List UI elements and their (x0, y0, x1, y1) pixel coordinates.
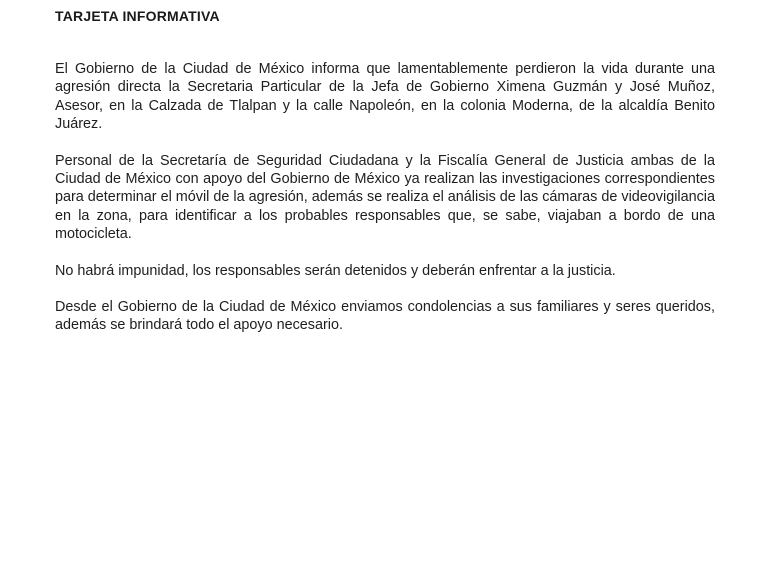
document-body (55, 60, 715, 353)
paragraph-no-impunity: No habrá impunidad, los responsables serán detenidos y deberán enfrentar a la justicia. (55, 262, 616, 279)
paragraph-condolences: Desde el Gobierno de la Ciudad de México enviamos condolencias a sus familiares y seres queridos, además se brindará todo el apoyo necesario. (55, 299, 715, 334)
paragraph-announcement: El Gobierno de la Ciudad de México informa que lamentablemente perdieron la vida durante una agresión directa la Secretaria Particular de la Jefa de Gobierno Ximena Guzmán y José Muñoz, Asesor, en la Calzada de Tlalpan y la calle Napoleón, en la colonia Moderna, de la alcaldía Benito Juárez. (55, 61, 715, 133)
paragraph-investigation: Personal de la Secretaría de Seguridad Ciudadana y la Fiscalía General de Justicia ambas de la Ciudad de México con apoyo del Gobierno de México ya realizan las investigaciones correspondientes para determinar el móvil de la agresión, además se realiza el análisis de las cámaras de videovigilancia en la zona, para identificar a los probables responsables que, se sabe, viajaban a bordo de una motocicleta. (55, 152, 715, 243)
document-title: TARJETA INFORMATIVA (55, 8, 220, 24)
